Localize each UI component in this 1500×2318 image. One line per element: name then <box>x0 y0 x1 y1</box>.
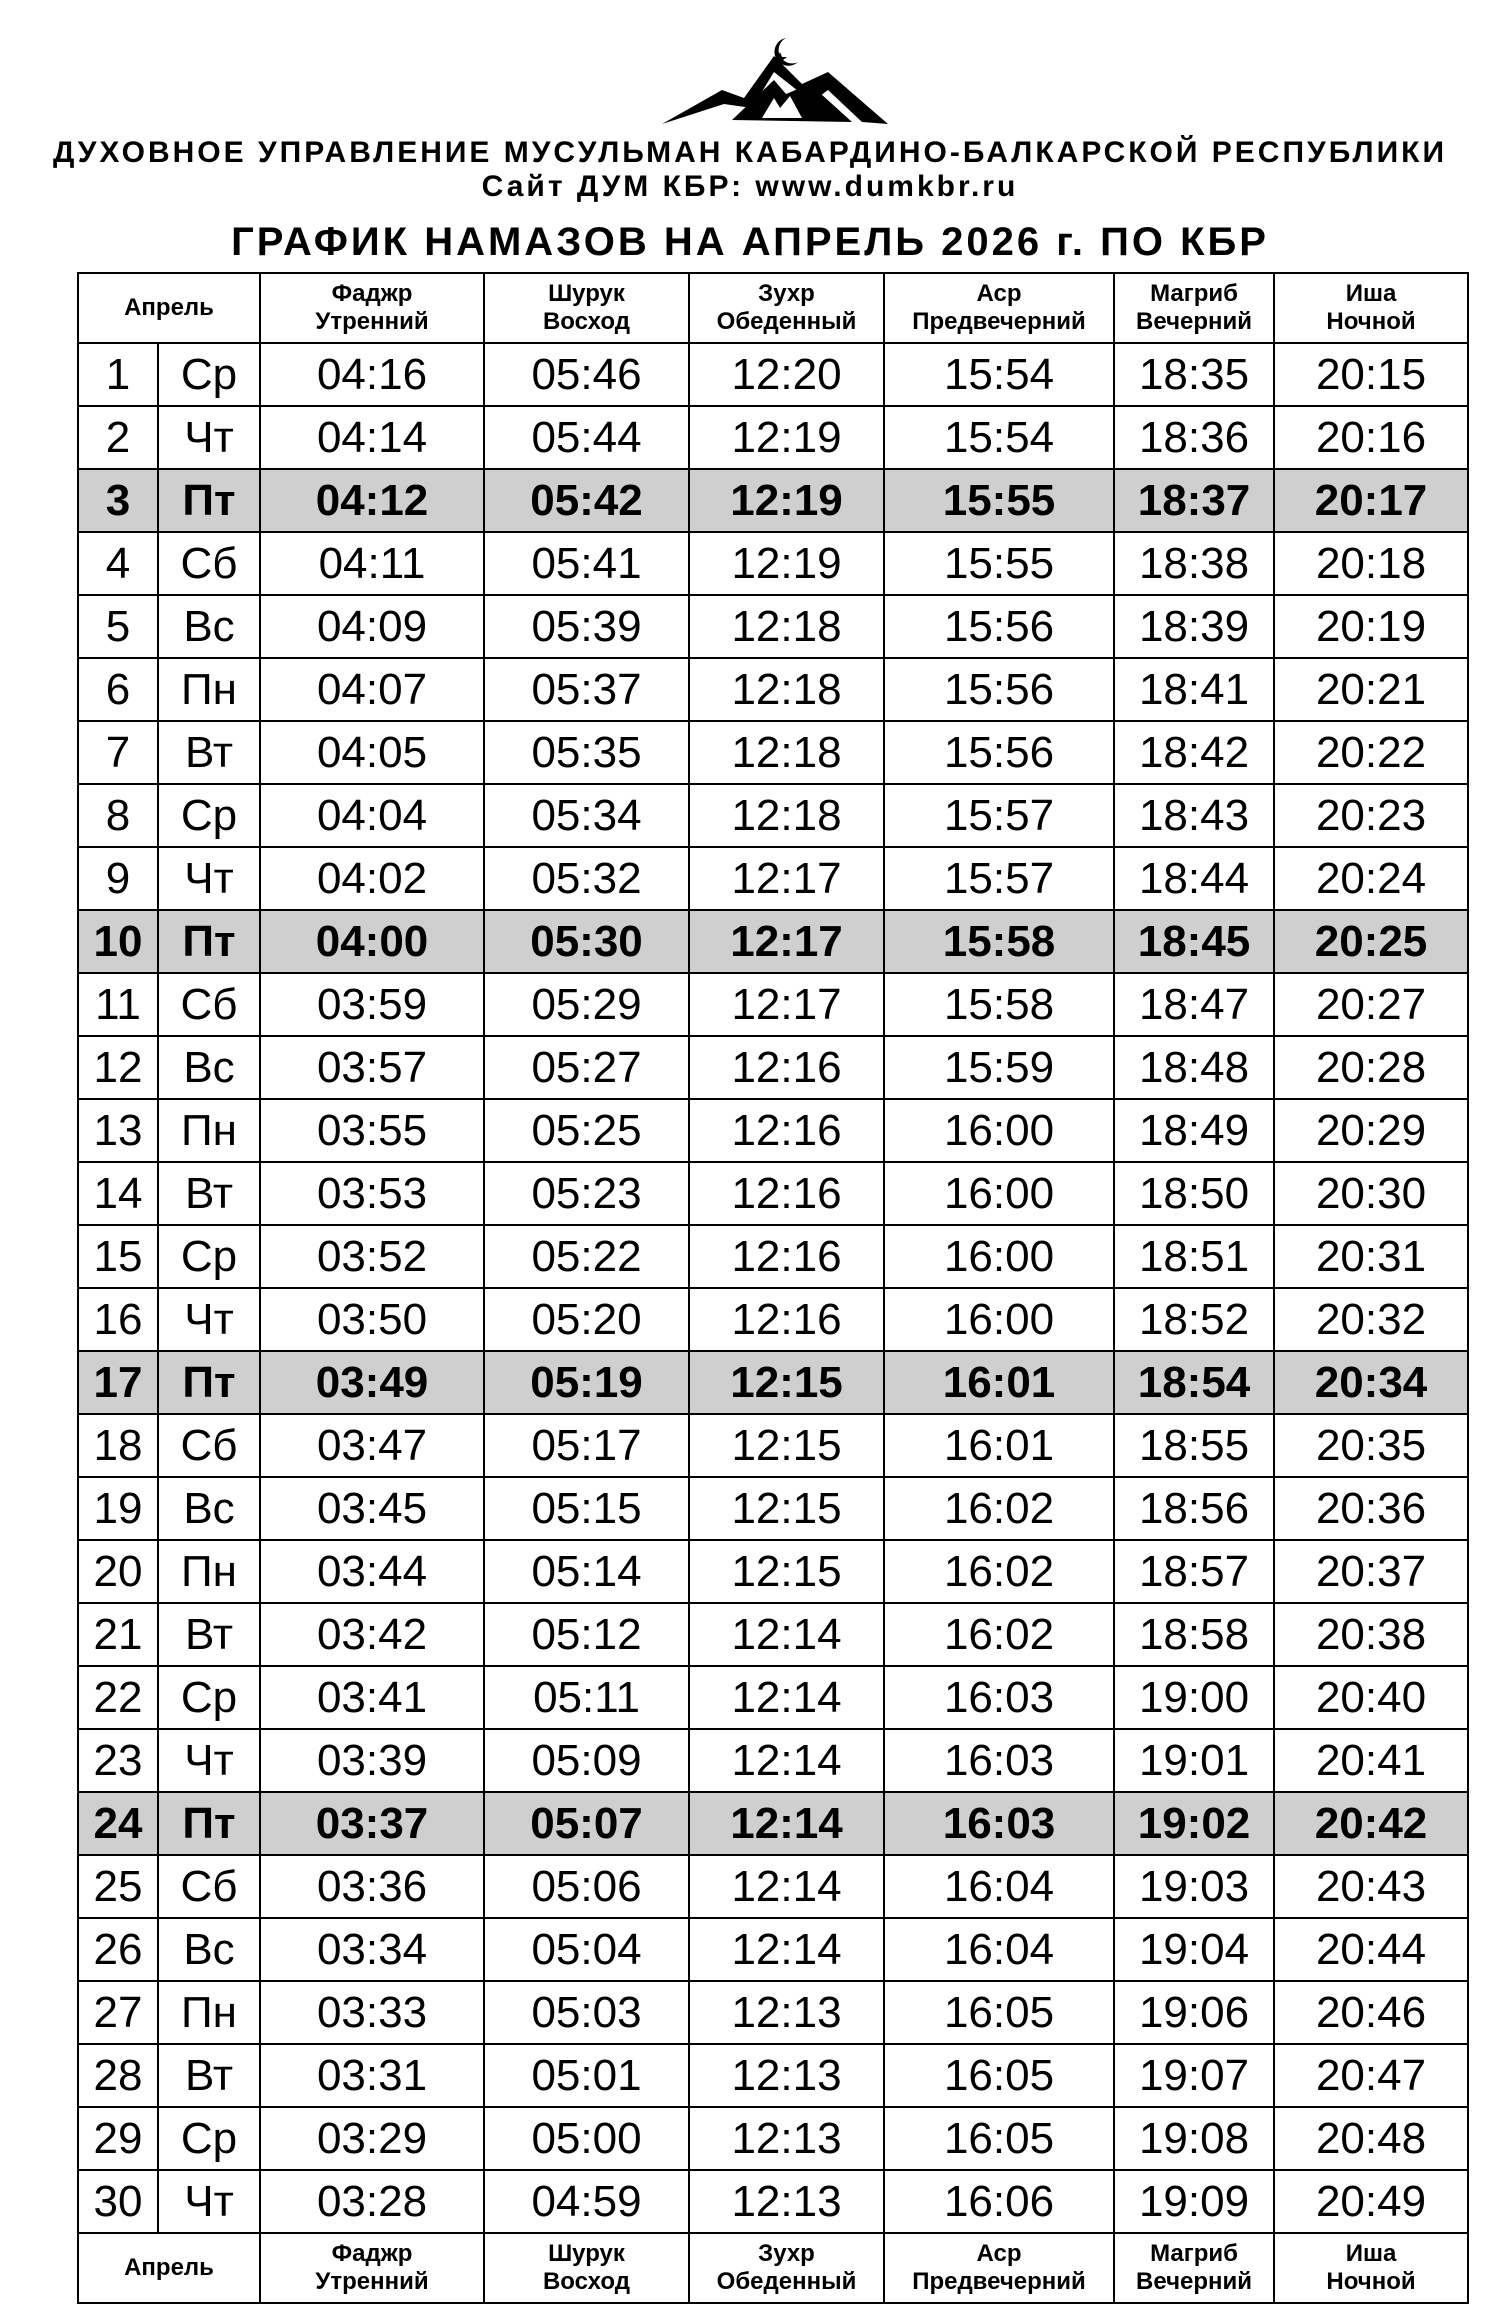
table-row <box>78 532 1468 595</box>
cell-weekday: Вс <box>158 1918 260 1981</box>
cell-zuhr: 12:16 <box>689 1225 884 1288</box>
cell-weekday: Вт <box>158 2044 260 2107</box>
cell-asr: 16:05 <box>884 2107 1114 2170</box>
cell-fajr: 04:11 <box>260 532 484 595</box>
cell-isha: 20:48 <box>1274 2107 1468 2170</box>
cell-isha: 20:21 <box>1274 658 1468 721</box>
cell-maghrib: 19:04 <box>1114 1918 1274 1981</box>
cell-day: 3 <box>78 469 158 532</box>
cell-asr: 16:04 <box>884 1918 1114 1981</box>
cell-zuhr: 12:16 <box>689 1099 884 1162</box>
cell-weekday: Пт <box>158 1351 260 1414</box>
table-row <box>78 910 1468 973</box>
organization-name: ДУХОВНОЕ УПРАВЛЕНИЕ МУСУЛЬМАН КАБАРДИНО-БАЛКАРСКОЙ РЕСПУБЛИКИ <box>52 136 1447 169</box>
table-row <box>78 1855 1468 1918</box>
cell-zuhr: 12:16 <box>689 1288 884 1351</box>
cell-asr: 15:55 <box>884 469 1114 532</box>
cell-weekday: Пн <box>158 1540 260 1603</box>
cell-maghrib: 18:49 <box>1114 1099 1274 1162</box>
table-row <box>78 1477 1468 1540</box>
cell-shuruk: 05:27 <box>484 1036 689 1099</box>
table-row <box>78 343 1468 406</box>
cell-weekday: Вт <box>158 1603 260 1666</box>
cell-asr: 16:03 <box>884 1729 1114 1792</box>
cell-fajr: 03:37 <box>260 1792 484 1855</box>
cell-zuhr: 12:15 <box>689 1477 884 1540</box>
cell-maghrib: 18:57 <box>1114 1540 1274 1603</box>
cell-zuhr: 12:18 <box>689 658 884 721</box>
cell-isha: 20:43 <box>1274 1855 1468 1918</box>
cell-asr: 16:00 <box>884 1162 1114 1225</box>
cell-asr: 16:05 <box>884 1981 1114 2044</box>
cell-fajr: 04:14 <box>260 406 484 469</box>
cell-maghrib: 18:38 <box>1114 532 1274 595</box>
cell-maghrib: 19:06 <box>1114 1981 1274 2044</box>
cell-asr: 16:02 <box>884 1603 1114 1666</box>
cell-asr: 15:57 <box>884 847 1114 910</box>
cell-fajr: 03:47 <box>260 1414 484 1477</box>
cell-fajr: 03:34 <box>260 1918 484 1981</box>
cell-fajr: 03:55 <box>260 1099 484 1162</box>
cell-weekday: Вс <box>158 595 260 658</box>
cell-day: 20 <box>78 1540 158 1603</box>
cell-asr: 15:54 <box>884 406 1114 469</box>
cell-zuhr: 12:16 <box>689 1162 884 1225</box>
cell-zuhr: 12:18 <box>689 721 884 784</box>
cell-isha: 20:32 <box>1274 1288 1468 1351</box>
cell-maghrib: 18:56 <box>1114 1477 1274 1540</box>
page-title: ГРАФИК НАМАЗОВ НА АПРЕЛЬ 2026 г. ПО КБР <box>231 220 1269 264</box>
table-row <box>78 2044 1468 2107</box>
cell-shuruk: 05:01 <box>484 2044 689 2107</box>
table-row <box>78 847 1468 910</box>
cell-fajr: 04:16 <box>260 343 484 406</box>
cell-asr: 16:05 <box>884 2044 1114 2107</box>
cell-shuruk: 05:46 <box>484 343 689 406</box>
cell-shuruk: 05:00 <box>484 2107 689 2170</box>
prayer-schedule-table <box>77 272 1469 2304</box>
cell-weekday: Чт <box>158 406 260 469</box>
cell-zuhr: 12:20 <box>689 343 884 406</box>
table-row <box>78 1036 1468 1099</box>
cell-shuruk: 05:20 <box>484 1288 689 1351</box>
table-row <box>78 784 1468 847</box>
cell-shuruk: 05:37 <box>484 658 689 721</box>
table-row <box>78 1414 1468 1477</box>
cell-zuhr: 12:15 <box>689 1540 884 1603</box>
cell-weekday: Чт <box>158 2170 260 2233</box>
cell-day: 21 <box>78 1603 158 1666</box>
cell-fajr: 03:36 <box>260 1855 484 1918</box>
table-row <box>78 721 1468 784</box>
cell-maghrib: 19:08 <box>1114 2107 1274 2170</box>
cell-maghrib: 19:01 <box>1114 1729 1274 1792</box>
cell-day: 28 <box>78 2044 158 2107</box>
cell-day: 13 <box>78 1099 158 1162</box>
table-row <box>78 1225 1468 1288</box>
cell-maghrib: 18:36 <box>1114 406 1274 469</box>
table-row <box>78 1603 1468 1666</box>
cell-fajr: 03:41 <box>260 1666 484 1729</box>
cell-day: 17 <box>78 1351 158 1414</box>
table-row <box>78 1792 1468 1855</box>
cell-day: 14 <box>78 1162 158 1225</box>
cell-isha: 20:31 <box>1274 1225 1468 1288</box>
cell-zuhr: 12:15 <box>689 1351 884 1414</box>
cell-asr: 16:00 <box>884 1288 1114 1351</box>
cell-weekday: Вт <box>158 1162 260 1225</box>
cell-day: 30 <box>78 2170 158 2233</box>
cell-shuruk: 05:17 <box>484 1414 689 1477</box>
cell-weekday: Ср <box>158 1666 260 1729</box>
cell-weekday: Ср <box>158 343 260 406</box>
cell-asr: 16:00 <box>884 1225 1114 1288</box>
cell-isha: 20:25 <box>1274 910 1468 973</box>
header-zuhr: Зухр Обеденный <box>689 273 884 343</box>
cell-maghrib: 18:48 <box>1114 1036 1274 1099</box>
cell-shuruk: 05:09 <box>484 1729 689 1792</box>
cell-isha: 20:22 <box>1274 721 1468 784</box>
cell-maghrib: 18:50 <box>1114 1162 1274 1225</box>
cell-fajr: 03:44 <box>260 1540 484 1603</box>
cell-fajr: 03:28 <box>260 2170 484 2233</box>
cell-maghrib: 18:41 <box>1114 658 1274 721</box>
cell-weekday: Сб <box>158 532 260 595</box>
cell-asr: 15:58 <box>884 910 1114 973</box>
cell-maghrib: 18:44 <box>1114 847 1274 910</box>
cell-shuruk: 05:32 <box>484 847 689 910</box>
cell-maghrib: 18:39 <box>1114 595 1274 658</box>
cell-isha: 20:27 <box>1274 973 1468 1036</box>
cell-zuhr: 12:14 <box>689 1666 884 1729</box>
cell-asr: 15:56 <box>884 658 1114 721</box>
cell-zuhr: 12:14 <box>689 1855 884 1918</box>
cell-shuruk: 05:07 <box>484 1792 689 1855</box>
cell-weekday: Ср <box>158 784 260 847</box>
cell-weekday: Пн <box>158 1981 260 2044</box>
cell-day: 19 <box>78 1477 158 1540</box>
cell-fajr: 04:09 <box>260 595 484 658</box>
cell-fajr: 03:39 <box>260 1729 484 1792</box>
cell-maghrib: 18:47 <box>1114 973 1274 1036</box>
cell-fajr: 03:53 <box>260 1162 484 1225</box>
cell-shuruk: 05:42 <box>484 469 689 532</box>
cell-zuhr: 12:14 <box>689 1729 884 1792</box>
cell-isha: 20:29 <box>1274 1099 1468 1162</box>
cell-weekday: Сб <box>158 1855 260 1918</box>
table-row <box>78 2107 1468 2170</box>
cell-shuruk: 05:29 <box>484 973 689 1036</box>
cell-day: 23 <box>78 1729 158 1792</box>
cell-weekday: Вт <box>158 721 260 784</box>
cell-isha: 20:46 <box>1274 1981 1468 2044</box>
header-shuruk: Шурук Восход <box>484 273 689 343</box>
cell-shuruk: 05:14 <box>484 1540 689 1603</box>
cell-isha: 20:35 <box>1274 1414 1468 1477</box>
cell-weekday: Ср <box>158 2107 260 2170</box>
cell-weekday: Сб <box>158 1414 260 1477</box>
cell-maghrib: 19:03 <box>1114 1855 1274 1918</box>
cell-zuhr: 12:14 <box>689 1918 884 1981</box>
cell-maghrib: 19:00 <box>1114 1666 1274 1729</box>
cell-asr: 15:56 <box>884 721 1114 784</box>
cell-maghrib: 18:54 <box>1114 1351 1274 1414</box>
cell-zuhr: 12:19 <box>689 406 884 469</box>
cell-fajr: 03:57 <box>260 1036 484 1099</box>
cell-isha: 20:16 <box>1274 406 1468 469</box>
cell-day: 22 <box>78 1666 158 1729</box>
cell-isha: 20:38 <box>1274 1603 1468 1666</box>
footer-month: Апрель <box>78 2233 260 2303</box>
cell-asr: 16:04 <box>884 1855 1114 1918</box>
cell-shuruk: 05:06 <box>484 1855 689 1918</box>
cell-shuruk: 04:59 <box>484 2170 689 2233</box>
cell-day: 25 <box>78 1855 158 1918</box>
cell-fajr: 03:31 <box>260 2044 484 2107</box>
cell-asr: 15:57 <box>884 784 1114 847</box>
cell-zuhr: 12:13 <box>689 1981 884 2044</box>
cell-maghrib: 19:09 <box>1114 2170 1274 2233</box>
footer-fajr: Фаджр Утренний <box>260 2233 484 2303</box>
cell-shuruk: 05:15 <box>484 1477 689 1540</box>
cell-shuruk: 05:12 <box>484 1603 689 1666</box>
cell-weekday: Чт <box>158 1729 260 1792</box>
cell-zuhr: 12:13 <box>689 2170 884 2233</box>
cell-day: 12 <box>78 1036 158 1099</box>
cell-day: 4 <box>78 532 158 595</box>
cell-shuruk: 05:35 <box>484 721 689 784</box>
cell-maghrib: 19:02 <box>1114 1792 1274 1855</box>
cell-shuruk: 05:25 <box>484 1099 689 1162</box>
cell-fajr: 03:29 <box>260 2107 484 2170</box>
cell-isha: 20:40 <box>1274 1666 1468 1729</box>
cell-zuhr: 12:17 <box>689 847 884 910</box>
cell-isha: 20:34 <box>1274 1351 1468 1414</box>
cell-maghrib: 18:45 <box>1114 910 1274 973</box>
header-maghrib: Магриб Вечерний <box>1114 273 1274 343</box>
cell-asr: 15:54 <box>884 343 1114 406</box>
cell-day: 1 <box>78 343 158 406</box>
header-fajr: Фаджр Утренний <box>260 273 484 343</box>
cell-fajr: 03:45 <box>260 1477 484 1540</box>
cell-isha: 20:42 <box>1274 1792 1468 1855</box>
cell-zuhr: 12:18 <box>689 595 884 658</box>
cell-asr: 16:01 <box>884 1351 1114 1414</box>
cell-fajr: 03:33 <box>260 1981 484 2044</box>
cell-fajr: 03:42 <box>260 1603 484 1666</box>
cell-fajr: 03:49 <box>260 1351 484 1414</box>
cell-isha: 20:15 <box>1274 343 1468 406</box>
cell-weekday: Пн <box>158 1099 260 1162</box>
cell-shuruk: 05:04 <box>484 1918 689 1981</box>
cell-fajr: 04:00 <box>260 910 484 973</box>
cell-maghrib: 18:52 <box>1114 1288 1274 1351</box>
footer-isha: Иша Ночной <box>1274 2233 1468 2303</box>
cell-weekday: Ср <box>158 1225 260 1288</box>
cell-maghrib: 18:35 <box>1114 343 1274 406</box>
cell-day: 9 <box>78 847 158 910</box>
cell-maghrib: 19:07 <box>1114 2044 1274 2107</box>
cell-day: 8 <box>78 784 158 847</box>
cell-maghrib: 18:37 <box>1114 469 1274 532</box>
cell-shuruk: 05:23 <box>484 1162 689 1225</box>
cell-asr: 15:55 <box>884 532 1114 595</box>
cell-weekday: Чт <box>158 847 260 910</box>
table-row <box>78 1162 1468 1225</box>
cell-day: 29 <box>78 2107 158 2170</box>
cell-isha: 20:28 <box>1274 1036 1468 1099</box>
cell-isha: 20:41 <box>1274 1729 1468 1792</box>
footer-zuhr: Зухр Обеденный <box>689 2233 884 2303</box>
cell-zuhr: 12:13 <box>689 2044 884 2107</box>
table-row <box>78 595 1468 658</box>
website-line: Сайт ДУМ КБР: www.dumkbr.ru <box>481 170 1019 203</box>
cell-weekday: Вс <box>158 1036 260 1099</box>
cell-shuruk: 05:11 <box>484 1666 689 1729</box>
cell-maghrib: 18:55 <box>1114 1414 1274 1477</box>
table-footer-row <box>78 2233 1468 2303</box>
cell-day: 27 <box>78 1981 158 2044</box>
cell-isha: 20:36 <box>1274 1477 1468 1540</box>
cell-fajr: 04:02 <box>260 847 484 910</box>
cell-isha: 20:30 <box>1274 1162 1468 1225</box>
cell-zuhr: 12:13 <box>689 2107 884 2170</box>
table-row <box>78 1981 1468 2044</box>
table-row <box>78 1099 1468 1162</box>
cell-day: 26 <box>78 1918 158 1981</box>
cell-shuruk: 05:44 <box>484 406 689 469</box>
cell-weekday: Чт <box>158 1288 260 1351</box>
table-row <box>78 1918 1468 1981</box>
cell-shuruk: 05:03 <box>484 1981 689 2044</box>
cell-zuhr: 12:19 <box>689 532 884 595</box>
cell-shuruk: 05:19 <box>484 1351 689 1414</box>
cell-asr: 16:02 <box>884 1477 1114 1540</box>
cell-maghrib: 18:51 <box>1114 1225 1274 1288</box>
cell-fajr: 04:07 <box>260 658 484 721</box>
cell-isha: 20:37 <box>1274 1540 1468 1603</box>
table-row <box>78 2170 1468 2233</box>
cell-asr: 16:01 <box>884 1414 1114 1477</box>
cell-fajr: 03:50 <box>260 1288 484 1351</box>
cell-isha: 20:49 <box>1274 2170 1468 2233</box>
cell-day: 18 <box>78 1414 158 1477</box>
table-row <box>78 1351 1468 1414</box>
cell-isha: 20:44 <box>1274 1918 1468 1981</box>
table-row <box>78 973 1468 1036</box>
cell-fajr: 04:05 <box>260 721 484 784</box>
cell-fajr: 03:59 <box>260 973 484 1036</box>
cell-zuhr: 12:15 <box>689 1414 884 1477</box>
footer-asr: Аср Предвечерний <box>884 2233 1114 2303</box>
cell-shuruk: 05:39 <box>484 595 689 658</box>
footer-shuruk: Шурук Восход <box>484 2233 689 2303</box>
table-row <box>78 1540 1468 1603</box>
cell-asr: 16:03 <box>884 1792 1114 1855</box>
table-header-row <box>78 273 1468 343</box>
cell-zuhr: 12:17 <box>689 910 884 973</box>
cell-isha: 20:23 <box>1274 784 1468 847</box>
cell-maghrib: 18:58 <box>1114 1603 1274 1666</box>
table-row <box>78 469 1468 532</box>
cell-weekday: Пт <box>158 469 260 532</box>
cell-zuhr: 12:18 <box>689 784 884 847</box>
table-row <box>78 658 1468 721</box>
cell-day: 11 <box>78 973 158 1036</box>
cell-asr: 16:00 <box>884 1099 1114 1162</box>
cell-weekday: Пт <box>158 1792 260 1855</box>
cell-day: 2 <box>78 406 158 469</box>
cell-shuruk: 05:41 <box>484 532 689 595</box>
cell-fajr: 04:04 <box>260 784 484 847</box>
cell-weekday: Пн <box>158 658 260 721</box>
table-row <box>78 1666 1468 1729</box>
cell-isha: 20:47 <box>1274 2044 1468 2107</box>
footer-maghrib: Магриб Вечерний <box>1114 2233 1274 2303</box>
cell-zuhr: 12:16 <box>689 1036 884 1099</box>
cell-day: 7 <box>78 721 158 784</box>
cell-asr: 15:59 <box>884 1036 1114 1099</box>
cell-zuhr: 12:17 <box>689 973 884 1036</box>
cell-asr: 16:06 <box>884 2170 1114 2233</box>
mountain-crescent-star-logo <box>662 32 888 132</box>
cell-shuruk: 05:34 <box>484 784 689 847</box>
cell-zuhr: 12:14 <box>689 1792 884 1855</box>
cell-isha: 20:19 <box>1274 595 1468 658</box>
cell-maghrib: 18:43 <box>1114 784 1274 847</box>
cell-day: 10 <box>78 910 158 973</box>
cell-asr: 15:58 <box>884 973 1114 1036</box>
header-asr: Аср Предвечерний <box>884 273 1114 343</box>
cell-zuhr: 12:19 <box>689 469 884 532</box>
cell-asr: 15:56 <box>884 595 1114 658</box>
cell-maghrib: 18:42 <box>1114 721 1274 784</box>
header-isha: Иша Ночной <box>1274 273 1468 343</box>
cell-weekday: Сб <box>158 973 260 1036</box>
cell-weekday: Вс <box>158 1477 260 1540</box>
cell-weekday: Пт <box>158 910 260 973</box>
cell-shuruk: 05:30 <box>484 910 689 973</box>
cell-isha: 20:24 <box>1274 847 1468 910</box>
header-month: Апрель <box>78 273 260 343</box>
cell-asr: 16:03 <box>884 1666 1114 1729</box>
cell-isha: 20:18 <box>1274 532 1468 595</box>
cell-asr: 16:02 <box>884 1540 1114 1603</box>
cell-isha: 20:17 <box>1274 469 1468 532</box>
cell-day: 6 <box>78 658 158 721</box>
cell-shuruk: 05:22 <box>484 1225 689 1288</box>
table-row <box>78 1288 1468 1351</box>
cell-zuhr: 12:14 <box>689 1603 884 1666</box>
table-row <box>78 406 1468 469</box>
cell-fajr: 03:52 <box>260 1225 484 1288</box>
cell-day: 15 <box>78 1225 158 1288</box>
cell-fajr: 04:12 <box>260 469 484 532</box>
cell-day: 16 <box>78 1288 158 1351</box>
cell-day: 24 <box>78 1792 158 1855</box>
table-row <box>78 1729 1468 1792</box>
cell-day: 5 <box>78 595 158 658</box>
